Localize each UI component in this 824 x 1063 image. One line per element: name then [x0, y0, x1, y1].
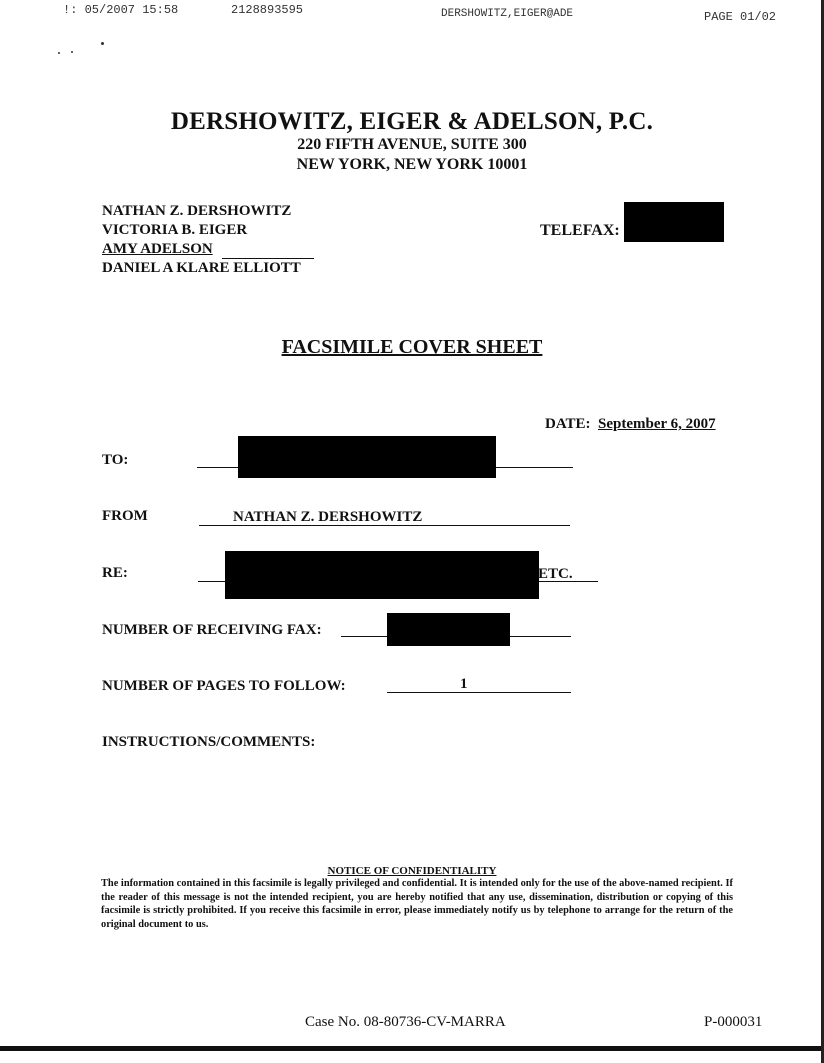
receiving-fax-label: NUMBER OF RECEIVING FAX:: [102, 622, 322, 638]
fax-datetime: !: 05/2007 15:58: [63, 3, 179, 17]
re-suffix: ETC.: [538, 566, 573, 582]
to-label: TO:: [102, 452, 129, 468]
firm-address-line2: NEW YORK, NEW YORK 10001: [296, 156, 528, 173]
firm-address-line1: 220 FIFTH AVENUE, SUITE 300: [297, 136, 527, 153]
date-value: September 6, 2007: [598, 416, 716, 432]
telefax-redaction: [624, 202, 724, 242]
telefax-label: TELEFAX:: [540, 222, 620, 239]
attorney-name: VICTORIA B. EIGER: [102, 222, 248, 238]
pages-label: NUMBER OF PAGES TO FOLLOW:: [102, 678, 346, 694]
from-label: FROM: [102, 508, 148, 524]
document-title: [0, 336, 824, 359]
attorney-name: NATHAN Z. DERSHOWITZ: [102, 203, 292, 219]
from-value: NATHAN Z. DERSHOWITZ: [233, 509, 423, 525]
bates-number: P-000031: [704, 1014, 763, 1030]
fax-page-count: PAGE 01/02: [704, 10, 777, 24]
to-redaction: [238, 436, 496, 478]
scan-speck: [58, 52, 60, 54]
re-redaction: [225, 551, 539, 599]
document-title-text: FACSIMILE COVER SHEET: [281, 336, 543, 358]
attorney-name: AMY ADELSON: [102, 241, 213, 257]
re-label: RE:: [102, 565, 128, 581]
attorney-name: DANIEL A KLARE ELLIOTT: [102, 260, 301, 276]
case-number: Case No. 08-80736-CV-MARRA: [305, 1014, 506, 1030]
date-label: DATE:: [545, 416, 591, 432]
receiving-fax-redaction: [387, 613, 510, 646]
attorney-underline: [222, 258, 314, 259]
fax-sender: DERSHOWITZ,EIGER@ADE: [441, 8, 574, 20]
firm-name: DERSHOWITZ, EIGER & ADELSON, P.C.: [170, 108, 654, 135]
notice-body: The information contained in this facsimile is legally privileged and confidential. It is intended only for the use of the above-named recipient. If the reader of this message is not the intended recipient, you are hereby notified that any use, dissemination, distribution or copying of this facsimile is strictly prohibited. If you receive this facsimile in error, please immediately notify us by telephone to arrange for the return of the original document to us.: [101, 878, 733, 930]
pages-value: 1: [460, 676, 468, 692]
pages-underline: [387, 692, 571, 693]
fax-number: 2128893595: [231, 3, 304, 17]
scan-bottom-edge: [0, 1046, 824, 1051]
scan-speck: [101, 42, 104, 45]
notice-title: NOTICE OF CONFIDENTIALITY: [327, 865, 497, 877]
scan-speck: [71, 51, 73, 53]
instructions-label: INSTRUCTIONS/COMMENTS:: [102, 734, 316, 750]
